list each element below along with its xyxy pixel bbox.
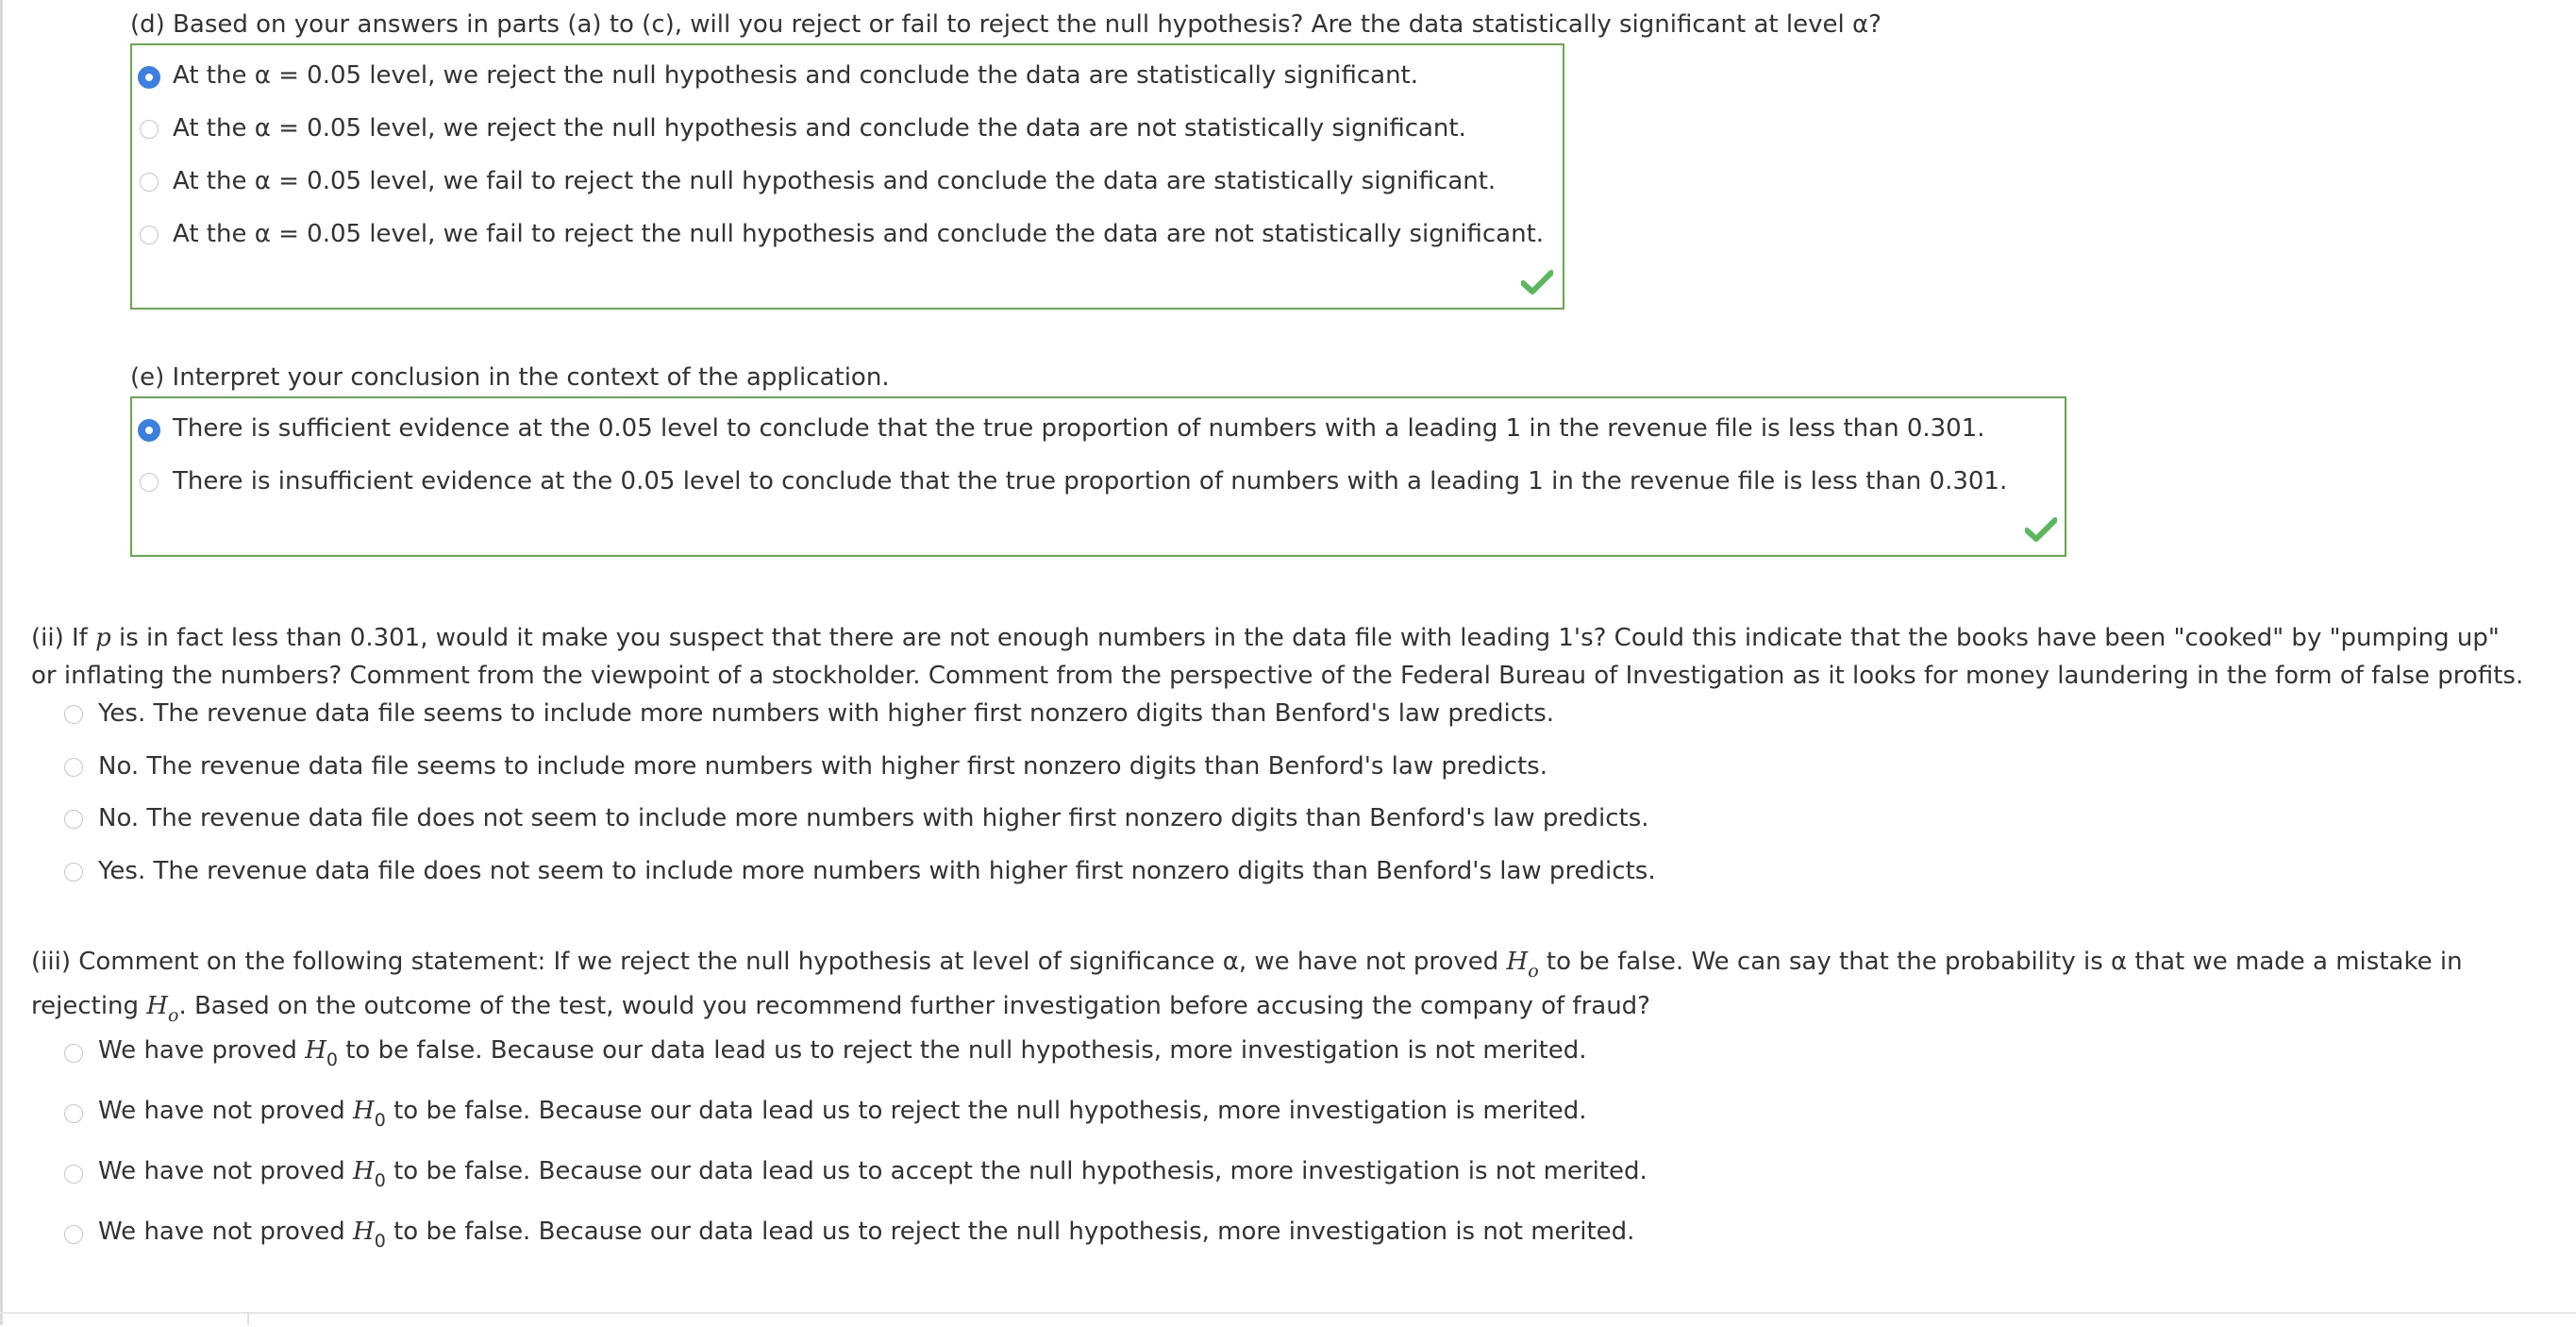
option-suffix: to be false. Because our data lead us to reject the null hypothesis, more investigation is not merited. xyxy=(385,1218,1635,1246)
h-subscript: o xyxy=(1528,961,1539,982)
part-iii-option-2-radio[interactable] xyxy=(64,1104,83,1123)
option-suffix: to be false. Because our data lead us to reject the null hypothesis, more investigation is merited. xyxy=(385,1097,1587,1125)
part-d-option-1-radio[interactable] xyxy=(138,66,160,89)
option-prefix: We have not proved xyxy=(98,1157,354,1185)
part-iii-line1-start: (iii) Comment on the following statement: If we reject the null hypothesis at level of significance α, we have not proved xyxy=(31,948,1507,976)
correct-check-icon xyxy=(1521,270,1553,294)
part-iii-option-2-label[interactable] xyxy=(98,1096,1587,1133)
part-d-option-1-label[interactable]: At the α = 0.05 level, we reject the null hypothesis and conclude the data are statistically significant. xyxy=(173,61,1419,90)
h-symbol: H xyxy=(146,992,168,1020)
part-ii-option-4-label[interactable]: Yes. The revenue data file does not seem to include more numbers with higher first nonzero digits than Benford's law predicts. xyxy=(98,857,1656,885)
part-d-option-4-label[interactable]: At the α = 0.05 level, we fail to reject the null hypothesis and conclude the data are not statistically significant. xyxy=(173,220,1545,248)
h-subscript: 0 xyxy=(374,1231,386,1251)
part-e-option-2-label[interactable]: There is insufficient evidence at the 0.05 level to conclude that the true proportion of numbers with a leading 1 in the revenue file is less than 0.301. xyxy=(173,467,2008,496)
part-iii-option-1-label[interactable] xyxy=(98,1035,1587,1072)
part-e-option-2-radio[interactable] xyxy=(140,473,159,492)
part-iii-question-line-2 xyxy=(31,991,1650,1028)
h-subscript: o xyxy=(167,1005,179,1026)
part-iii-option-3-label[interactable] xyxy=(98,1156,1648,1193)
h-subscript: 0 xyxy=(374,1170,386,1191)
part-iii-option-1-radio[interactable] xyxy=(64,1044,83,1063)
correct-check-icon xyxy=(2025,517,2057,542)
part-d-option-2-label[interactable]: At the α = 0.05 level, we reject the null hypothesis and conclude the data are not statistically significant. xyxy=(173,114,1466,143)
part-iii-line2-end: . Based on the outcome of the test, would you recommend further investigation before accusing the company of fraud? xyxy=(178,992,1650,1020)
part-ii-prefix: (ii) If xyxy=(31,624,96,652)
part-iii-option-4-label[interactable] xyxy=(98,1217,1634,1253)
option-suffix: to be false. Because our data lead us to accept the null hypothesis, more investigation is not merited. xyxy=(385,1157,1648,1185)
h-symbol: H xyxy=(305,1036,326,1065)
option-suffix: to be false. Because our data lead us to reject the null hypothesis, more investigation is not merited. xyxy=(337,1036,1587,1065)
part-ii-question-line-1 xyxy=(31,623,2500,654)
part-e-question: (e) Interpret your conclusion in the context of the application. xyxy=(130,363,890,392)
part-ii-question-line-2: or inflating the numbers? Comment from the viewpoint of a stockholder. Comment from the perspective of the Federal Bureau of Investigation as it looks for money laundering in the form of false profits. xyxy=(31,662,2524,690)
part-iii-line2-start: rejecting xyxy=(31,992,147,1020)
h-subscript: 0 xyxy=(374,1110,386,1131)
p-variable: p xyxy=(95,624,111,652)
part-d-option-3-radio[interactable] xyxy=(140,173,159,192)
part-ii-option-1-label[interactable]: Yes. The revenue data file seems to include more numbers with higher first nonzero digits than Benford's law predicts. xyxy=(98,699,1555,728)
part-ii-option-3-label[interactable]: No. The revenue data file does not seem to include more numbers with higher first nonzero digits than Benford's law predicts. xyxy=(98,804,1649,832)
part-iii-option-3-radio[interactable] xyxy=(64,1165,83,1184)
h-symbol: H xyxy=(353,1097,375,1125)
h-symbol: H xyxy=(353,1218,375,1246)
option-prefix: We have not proved xyxy=(98,1097,354,1125)
part-ii-option-3-radio[interactable] xyxy=(64,810,83,829)
left-divider xyxy=(0,0,3,1325)
part-iii-option-4-radio[interactable] xyxy=(64,1225,83,1244)
h-symbol: H xyxy=(353,1157,375,1185)
part-iii-line1-end: to be false. We can say that the probability is α that we made a mistake in xyxy=(1538,948,2463,976)
part-ii-option-4-radio[interactable] xyxy=(64,863,83,882)
option-prefix: We have proved xyxy=(98,1036,306,1065)
part-iii-question-line-1 xyxy=(31,947,2463,983)
bottom-tab-divider xyxy=(247,1312,249,1325)
h-symbol: H xyxy=(1506,948,1529,976)
part-e-option-1-radio[interactable] xyxy=(138,419,160,442)
part-d-option-2-radio[interactable] xyxy=(140,120,159,139)
part-ii-option-1-radio[interactable] xyxy=(64,705,83,724)
option-prefix: We have not proved xyxy=(98,1218,354,1246)
part-d-option-3-label[interactable]: At the α = 0.05 level, we fail to reject the null hypothesis and conclude the data are statistically significant. xyxy=(173,167,1497,195)
part-e-option-1-label[interactable]: There is sufficient evidence at the 0.05 level to conclude that the true proportion of numbers with a leading 1 in the revenue file is less than 0.301. xyxy=(173,414,1985,443)
part-ii-line1-rest: is in fact less than 0.301, would it make you suspect that there are not enough numbers in the data file with leading 1's? Could this indicate that the books have been "cooked" by "pumping up" xyxy=(110,624,2500,652)
part-d-question: (d) Based on your answers in parts (a) to (c), will you reject or fail to reject the null hypothesis? Are the data statistically significant at level α? xyxy=(130,10,1882,39)
h-subscript: 0 xyxy=(326,1050,338,1070)
part-ii-option-2-radio[interactable] xyxy=(64,758,83,777)
part-d-option-4-radio[interactable] xyxy=(140,226,159,244)
part-ii-option-2-label[interactable]: No. The revenue data file seems to include more numbers with higher first nonzero digits than Benford's law predicts. xyxy=(98,752,1547,781)
